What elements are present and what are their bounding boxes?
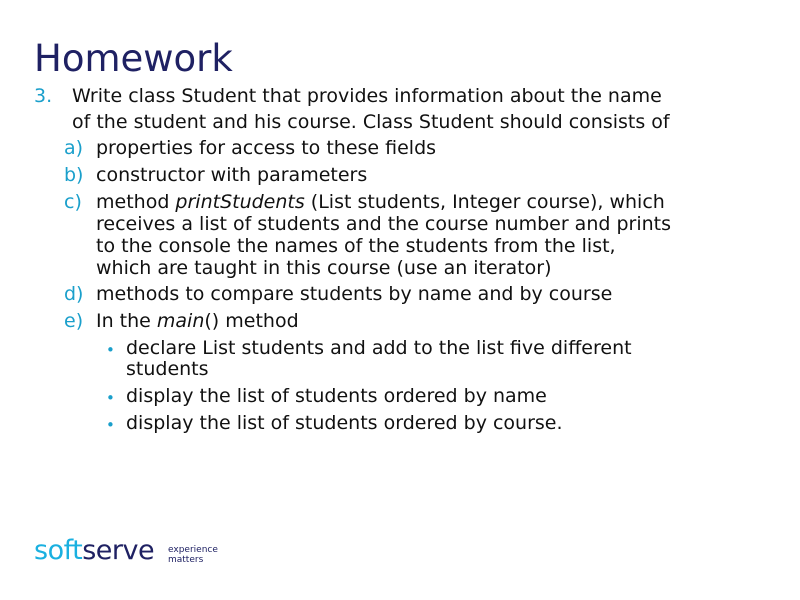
subitem-d-text: methods to compare students by name and by course	[96, 283, 613, 305]
subitem-e-marker: e)	[64, 310, 84, 332]
bullet-1-line-1: declare List students and add to the list five different	[126, 337, 632, 359]
bullet-3-marker: •	[106, 416, 115, 434]
bullet-1-marker: •	[106, 341, 115, 359]
task-line-2: of the student and his course. Class Student should consists of	[72, 111, 670, 133]
subitem-e-first-line	[96, 310, 299, 332]
logo-tagline	[168, 545, 218, 565]
subitem-c-prefix: method	[96, 191, 176, 213]
subitem-e-prefix: In the	[96, 310, 157, 332]
subitem-c-suffix: (List students, Integer course), which	[304, 191, 665, 213]
subitem-d-marker: d)	[64, 283, 84, 305]
subitem-e-suffix: () method	[204, 310, 299, 332]
subitem-c-line-3: to the console the names of the students from the list,	[96, 235, 616, 257]
logo-serve: serve	[82, 535, 155, 566]
subitem-c-line-4: which are taught in this course (use an iterator)	[96, 257, 552, 279]
logo-soft: soft	[34, 535, 83, 566]
subitem-c-marker: c)	[64, 191, 82, 213]
subitem-e-method-name: main	[156, 310, 205, 332]
bullet-2-text: display the list of students ordered by name	[126, 385, 547, 407]
subitem-c-method-name: printStudents	[175, 191, 305, 213]
bullet-1-line-2: students	[126, 358, 209, 380]
subitem-b-text: constructor with parameters	[96, 164, 368, 186]
subitem-c-line-2: receives a list of students and the course number and prints	[96, 213, 672, 235]
subitem-a-text: properties for access to these fields	[96, 137, 437, 159]
bullet-3-text: display the list of students ordered by course.	[126, 412, 563, 434]
slide-title: Homework	[34, 37, 233, 80]
subitem-a-marker: a)	[64, 137, 84, 159]
tagline-line-2: matters	[168, 555, 204, 565]
task-line-1: Write class Student that provides information about the name	[72, 85, 662, 107]
bullet-2-marker: •	[106, 389, 115, 407]
subitem-b-marker: b)	[64, 164, 84, 186]
subitem-c-first-line	[96, 191, 665, 213]
tagline-line-1: experience	[168, 545, 218, 555]
task-number: 3.	[34, 85, 53, 107]
softserve-logo	[34, 534, 154, 568]
